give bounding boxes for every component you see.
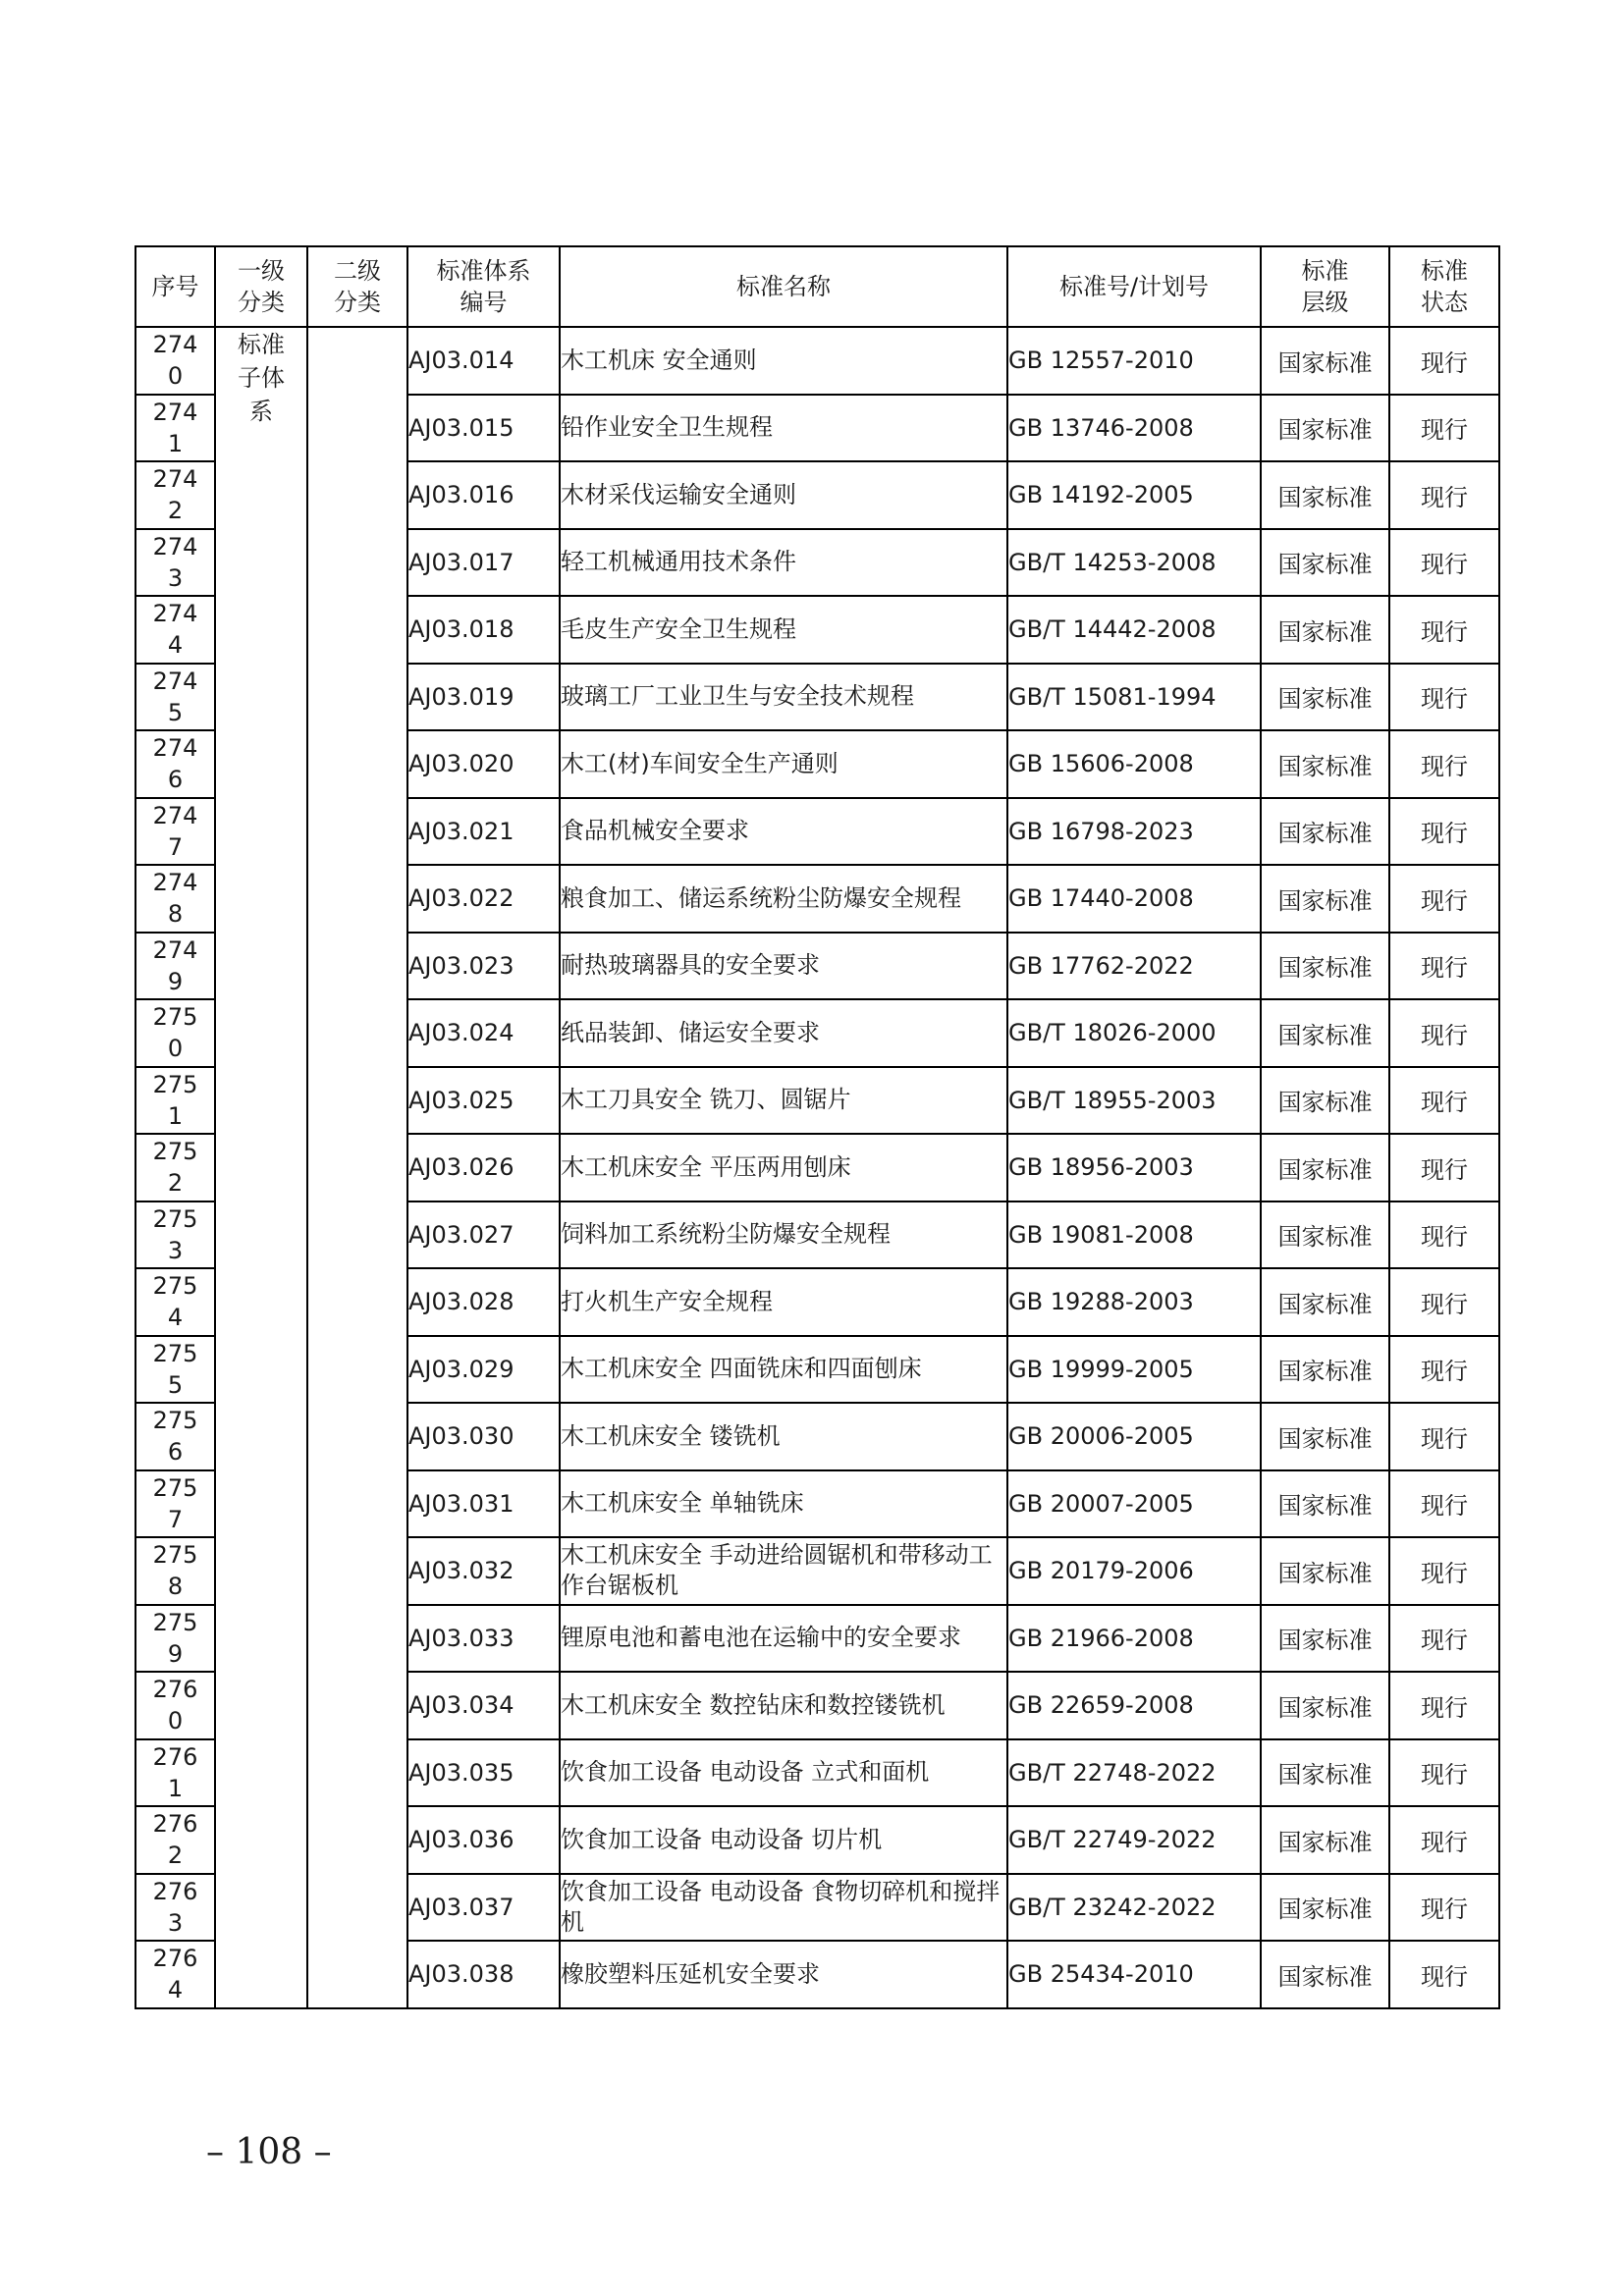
row-standard-name: 木工机床 安全通则 bbox=[560, 327, 1007, 395]
row-level: 国家标准 bbox=[1261, 798, 1389, 866]
row-system-code: AJ03.018 bbox=[407, 596, 560, 664]
category2-cell bbox=[307, 327, 407, 2008]
row-level: 国家标准 bbox=[1261, 461, 1389, 529]
row-seq-part: 275 bbox=[152, 1272, 198, 1301]
row-level: 国家标准 bbox=[1261, 1537, 1389, 1605]
row-seq bbox=[135, 1806, 215, 1874]
row-system-code: AJ03.023 bbox=[407, 933, 560, 1000]
row-standard-number: GB 19999-2005 bbox=[1007, 1336, 1261, 1404]
row-seq-part: 276 bbox=[152, 1877, 198, 1905]
row-system-code: AJ03.033 bbox=[407, 1605, 560, 1673]
row-standard-name: 橡胶塑料压延机安全要求 bbox=[560, 1941, 1007, 2008]
row-seq-part: 1 bbox=[167, 1101, 184, 1130]
row-system-code: AJ03.028 bbox=[407, 1268, 560, 1336]
row-seq-part: 274 bbox=[152, 734, 198, 763]
row-seq-part: 274 bbox=[152, 600, 198, 628]
row-standard-number: GB 19081-2008 bbox=[1007, 1201, 1261, 1269]
row-level: 国家标准 bbox=[1261, 865, 1389, 933]
row-seq-part: 276 bbox=[152, 1742, 198, 1771]
row-standard-number: GB 25434-2010 bbox=[1007, 1941, 1261, 2008]
row-status: 现行 bbox=[1389, 1605, 1499, 1673]
row-seq bbox=[135, 395, 215, 462]
row-standard-number: GB/T 14253-2008 bbox=[1007, 529, 1261, 597]
row-status: 现行 bbox=[1389, 1201, 1499, 1269]
row-status: 现行 bbox=[1389, 1672, 1499, 1739]
table-body bbox=[135, 327, 1499, 2008]
row-seq-part: 9 bbox=[167, 1639, 184, 1668]
standards-table bbox=[135, 245, 1500, 2009]
row-seq bbox=[135, 1941, 215, 2008]
row-seq-part: 6 bbox=[167, 766, 184, 794]
row-status: 现行 bbox=[1389, 596, 1499, 664]
row-status: 现行 bbox=[1389, 327, 1499, 395]
row-level: 国家标准 bbox=[1261, 1067, 1389, 1135]
row-seq-part: 3 bbox=[167, 563, 184, 592]
row-seq-part: 3 bbox=[167, 1908, 184, 1937]
row-system-code: AJ03.030 bbox=[407, 1403, 560, 1470]
row-system-code: AJ03.032 bbox=[407, 1537, 560, 1605]
row-seq bbox=[135, 798, 215, 866]
row-standard-name: 木工机床安全 数控钻床和数控镂铣机 bbox=[560, 1672, 1007, 1739]
row-level: 国家标准 bbox=[1261, 730, 1389, 798]
row-status: 现行 bbox=[1389, 1403, 1499, 1470]
row-standard-name: 饲料加工系统粉尘防爆安全规程 bbox=[560, 1201, 1007, 1269]
category1-text: 系 bbox=[249, 398, 273, 425]
row-level: 国家标准 bbox=[1261, 1874, 1389, 1942]
row-seq-part: 276 bbox=[152, 1945, 198, 1973]
row-standard-number: GB 18956-2003 bbox=[1007, 1134, 1261, 1201]
row-standard-name: 木工(材)车间安全生产通则 bbox=[560, 730, 1007, 798]
row-level: 国家标准 bbox=[1261, 933, 1389, 1000]
row-seq bbox=[135, 1403, 215, 1470]
row-status: 现行 bbox=[1389, 529, 1499, 597]
row-standard-number: GB 22659-2008 bbox=[1007, 1672, 1261, 1739]
page-number: – 108 – bbox=[206, 2132, 332, 2172]
row-standard-number: GB/T 22749-2022 bbox=[1007, 1806, 1261, 1874]
row-seq bbox=[135, 1605, 215, 1673]
table-row bbox=[135, 327, 1499, 395]
category1-cell bbox=[215, 327, 307, 2008]
row-standard-name: 打火机生产安全规程 bbox=[560, 1268, 1007, 1336]
row-level: 国家标准 bbox=[1261, 395, 1389, 462]
row-seq-part: 7 bbox=[167, 832, 184, 861]
row-system-code: AJ03.019 bbox=[407, 664, 560, 731]
header-status: 标准 状态 bbox=[1389, 246, 1499, 327]
row-standard-name: 木工机床安全 平压两用刨床 bbox=[560, 1134, 1007, 1201]
row-standard-number: GB 13746-2008 bbox=[1007, 395, 1261, 462]
row-standard-number: GB 21966-2008 bbox=[1007, 1605, 1261, 1673]
row-seq-part: 0 bbox=[167, 1035, 184, 1063]
row-standard-name: 纸品装卸、储运安全要求 bbox=[560, 999, 1007, 1067]
row-seq bbox=[135, 664, 215, 731]
row-seq-part: 4 bbox=[167, 1304, 184, 1332]
row-status: 现行 bbox=[1389, 395, 1499, 462]
row-seq bbox=[135, 1268, 215, 1336]
row-seq-part: 3 bbox=[167, 1236, 184, 1264]
row-status: 现行 bbox=[1389, 1067, 1499, 1135]
row-level: 国家标准 bbox=[1261, 1201, 1389, 1269]
row-status: 现行 bbox=[1389, 1268, 1499, 1336]
row-seq-part: 4 bbox=[167, 631, 184, 660]
header-category1: 一级 分类 bbox=[215, 246, 307, 327]
header-seq: 序号 bbox=[135, 246, 215, 327]
row-seq-part: 8 bbox=[167, 900, 184, 929]
row-seq bbox=[135, 1739, 215, 1807]
row-system-code: AJ03.016 bbox=[407, 461, 560, 529]
row-seq-part: 275 bbox=[152, 1204, 198, 1233]
row-seq-part: 274 bbox=[152, 532, 198, 561]
row-system-code: AJ03.024 bbox=[407, 999, 560, 1067]
row-system-code: AJ03.031 bbox=[407, 1470, 560, 1538]
row-seq bbox=[135, 865, 215, 933]
row-system-code: AJ03.020 bbox=[407, 730, 560, 798]
row-standard-number: GB 15606-2008 bbox=[1007, 730, 1261, 798]
row-standard-number: GB/T 14442-2008 bbox=[1007, 596, 1261, 664]
row-seq bbox=[135, 1067, 215, 1135]
header-standard-name: 标准名称 bbox=[560, 246, 1007, 327]
row-seq-part: 275 bbox=[152, 1541, 198, 1570]
row-seq bbox=[135, 461, 215, 529]
row-seq-part: 275 bbox=[152, 1070, 198, 1098]
row-level: 国家标准 bbox=[1261, 1403, 1389, 1470]
row-standard-number: GB/T 18955-2003 bbox=[1007, 1067, 1261, 1135]
row-seq-part: 276 bbox=[152, 1810, 198, 1839]
row-seq-part: 275 bbox=[152, 1608, 198, 1636]
row-seq bbox=[135, 1874, 215, 1942]
row-standard-number: GB 17440-2008 bbox=[1007, 865, 1261, 933]
row-seq-part: 7 bbox=[167, 1505, 184, 1533]
row-system-code: AJ03.034 bbox=[407, 1672, 560, 1739]
row-status: 现行 bbox=[1389, 1336, 1499, 1404]
row-seq-part: 0 bbox=[167, 1707, 184, 1735]
row-seq bbox=[135, 529, 215, 597]
header-standard-number: 标准号/计划号 bbox=[1007, 246, 1261, 327]
row-status: 现行 bbox=[1389, 1470, 1499, 1538]
row-seq-part: 4 bbox=[167, 1976, 184, 2004]
row-seq-part: 274 bbox=[152, 869, 198, 897]
row-status: 现行 bbox=[1389, 1537, 1499, 1605]
row-status: 现行 bbox=[1389, 1806, 1499, 1874]
row-standard-name: 毛皮生产安全卫生规程 bbox=[560, 596, 1007, 664]
row-seq bbox=[135, 999, 215, 1067]
row-system-code: AJ03.038 bbox=[407, 1941, 560, 2008]
row-standard-name: 玻璃工厂工业卫生与安全技术规程 bbox=[560, 664, 1007, 731]
row-seq bbox=[135, 1672, 215, 1739]
row-standard-name: 木工机床安全 镂铣机 bbox=[560, 1403, 1007, 1470]
row-seq bbox=[135, 730, 215, 798]
row-seq bbox=[135, 596, 215, 664]
row-seq bbox=[135, 1134, 215, 1201]
row-standard-name: 轻工机械通用技术条件 bbox=[560, 529, 1007, 597]
row-level: 国家标准 bbox=[1261, 664, 1389, 731]
row-standard-name: 木材采伐运输安全通则 bbox=[560, 461, 1007, 529]
row-seq-part: 274 bbox=[152, 801, 198, 829]
row-seq-part: 275 bbox=[152, 1003, 198, 1032]
row-status: 现行 bbox=[1389, 461, 1499, 529]
row-standard-number: GB/T 23242-2022 bbox=[1007, 1874, 1261, 1942]
row-status: 现行 bbox=[1389, 1941, 1499, 2008]
row-level: 国家标准 bbox=[1261, 327, 1389, 395]
row-standard-number: GB 14192-2005 bbox=[1007, 461, 1261, 529]
row-standard-name: 木工机床安全 手动进给圆锯机和带移动工作台锯板机 bbox=[560, 1537, 1007, 1605]
row-status: 现行 bbox=[1389, 1134, 1499, 1201]
row-level: 国家标准 bbox=[1261, 1268, 1389, 1336]
row-standard-number: GB 16798-2023 bbox=[1007, 798, 1261, 866]
row-seq-part: 1 bbox=[167, 429, 184, 457]
row-seq-part: 5 bbox=[167, 1370, 184, 1399]
row-seq-part: 5 bbox=[167, 698, 184, 726]
header-system-code: 标准体系 编号 bbox=[407, 246, 560, 327]
row-level: 国家标准 bbox=[1261, 596, 1389, 664]
row-level: 国家标准 bbox=[1261, 1470, 1389, 1538]
row-seq-part: 274 bbox=[152, 398, 198, 426]
row-status: 现行 bbox=[1389, 1874, 1499, 1942]
row-seq-part: 2 bbox=[167, 1169, 184, 1198]
row-standard-name: 饮食加工设备 电动设备 食物切碎机和搅拌机 bbox=[560, 1874, 1007, 1942]
row-seq bbox=[135, 327, 215, 395]
header-category2: 二级 分类 bbox=[307, 246, 407, 327]
row-seq-part: 275 bbox=[152, 1407, 198, 1435]
table-header bbox=[135, 246, 1499, 327]
row-standard-name: 食品机械安全要求 bbox=[560, 798, 1007, 866]
row-standard-number: GB 20007-2005 bbox=[1007, 1470, 1261, 1538]
row-level: 国家标准 bbox=[1261, 999, 1389, 1067]
row-level: 国家标准 bbox=[1261, 1806, 1389, 1874]
row-system-code: AJ03.027 bbox=[407, 1201, 560, 1269]
row-seq-part: 2 bbox=[167, 497, 184, 525]
row-standard-name: 饮食加工设备 电动设备 切片机 bbox=[560, 1806, 1007, 1874]
row-system-code: AJ03.037 bbox=[407, 1874, 560, 1942]
row-standard-name: 木工刀具安全 铣刀、圆锯片 bbox=[560, 1067, 1007, 1135]
row-status: 现行 bbox=[1389, 1739, 1499, 1807]
row-status: 现行 bbox=[1389, 933, 1499, 1000]
row-seq-part: 274 bbox=[152, 935, 198, 964]
row-standard-name: 锂原电池和蓄电池在运输中的安全要求 bbox=[560, 1605, 1007, 1673]
row-seq bbox=[135, 1470, 215, 1538]
row-seq bbox=[135, 933, 215, 1000]
row-status: 现行 bbox=[1389, 798, 1499, 866]
row-system-code: AJ03.029 bbox=[407, 1336, 560, 1404]
row-system-code: AJ03.036 bbox=[407, 1806, 560, 1874]
row-system-code: AJ03.035 bbox=[407, 1739, 560, 1807]
row-standard-name: 铅作业安全卫生规程 bbox=[560, 395, 1007, 462]
row-level: 国家标准 bbox=[1261, 529, 1389, 597]
row-standard-number: GB 12557-2010 bbox=[1007, 327, 1261, 395]
category1-text: 子体 bbox=[238, 364, 285, 392]
row-seq-part: 274 bbox=[152, 331, 198, 359]
row-seq-part: 275 bbox=[152, 1473, 198, 1502]
row-system-code: AJ03.026 bbox=[407, 1134, 560, 1201]
row-seq-part: 2 bbox=[167, 1842, 184, 1870]
row-standard-name: 木工机床安全 单轴铣床 bbox=[560, 1470, 1007, 1538]
row-seq-part: 275 bbox=[152, 1339, 198, 1367]
row-seq-part: 9 bbox=[167, 967, 184, 995]
row-standard-number: GB 20179-2006 bbox=[1007, 1537, 1261, 1605]
row-system-code: AJ03.015 bbox=[407, 395, 560, 462]
row-seq bbox=[135, 1537, 215, 1605]
row-level: 国家标准 bbox=[1261, 1605, 1389, 1673]
row-level: 国家标准 bbox=[1261, 1739, 1389, 1807]
row-standard-name: 饮食加工设备 电动设备 立式和面机 bbox=[560, 1739, 1007, 1807]
header-level: 标准 层级 bbox=[1261, 246, 1389, 327]
row-standard-number: GB 20006-2005 bbox=[1007, 1403, 1261, 1470]
row-system-code: AJ03.021 bbox=[407, 798, 560, 866]
row-seq-part: 274 bbox=[152, 667, 198, 695]
row-standard-number: GB 19288-2003 bbox=[1007, 1268, 1261, 1336]
row-seq-part: 276 bbox=[152, 1676, 198, 1704]
row-standard-name: 耐热玻璃器具的安全要求 bbox=[560, 933, 1007, 1000]
row-seq bbox=[135, 1336, 215, 1404]
row-seq-part: 0 bbox=[167, 362, 184, 391]
row-system-code: AJ03.025 bbox=[407, 1067, 560, 1135]
row-level: 国家标准 bbox=[1261, 1941, 1389, 2008]
row-level: 国家标准 bbox=[1261, 1336, 1389, 1404]
row-standard-number: GB 17762-2022 bbox=[1007, 933, 1261, 1000]
row-seq-part: 1 bbox=[167, 1774, 184, 1802]
category1-text: 标准 bbox=[238, 331, 285, 358]
row-level: 国家标准 bbox=[1261, 1672, 1389, 1739]
row-seq-part: 274 bbox=[152, 465, 198, 494]
row-standard-name: 粮食加工、储运系统粉尘防爆安全规程 bbox=[560, 865, 1007, 933]
row-status: 现行 bbox=[1389, 999, 1499, 1067]
row-seq-part: 6 bbox=[167, 1438, 184, 1467]
row-level: 国家标准 bbox=[1261, 1134, 1389, 1201]
row-seq-part: 275 bbox=[152, 1138, 198, 1166]
row-system-code: AJ03.017 bbox=[407, 529, 560, 597]
row-system-code: AJ03.014 bbox=[407, 327, 560, 395]
row-system-code: AJ03.022 bbox=[407, 865, 560, 933]
row-seq-part: 8 bbox=[167, 1573, 184, 1601]
row-seq bbox=[135, 1201, 215, 1269]
row-status: 现行 bbox=[1389, 730, 1499, 798]
row-standard-name: 木工机床安全 四面铣床和四面刨床 bbox=[560, 1336, 1007, 1404]
row-standard-number: GB/T 15081-1994 bbox=[1007, 664, 1261, 731]
header-row bbox=[135, 246, 1499, 327]
row-standard-number: GB/T 22748-2022 bbox=[1007, 1739, 1261, 1807]
row-standard-number: GB/T 18026-2000 bbox=[1007, 999, 1261, 1067]
row-status: 现行 bbox=[1389, 865, 1499, 933]
row-status: 现行 bbox=[1389, 664, 1499, 731]
